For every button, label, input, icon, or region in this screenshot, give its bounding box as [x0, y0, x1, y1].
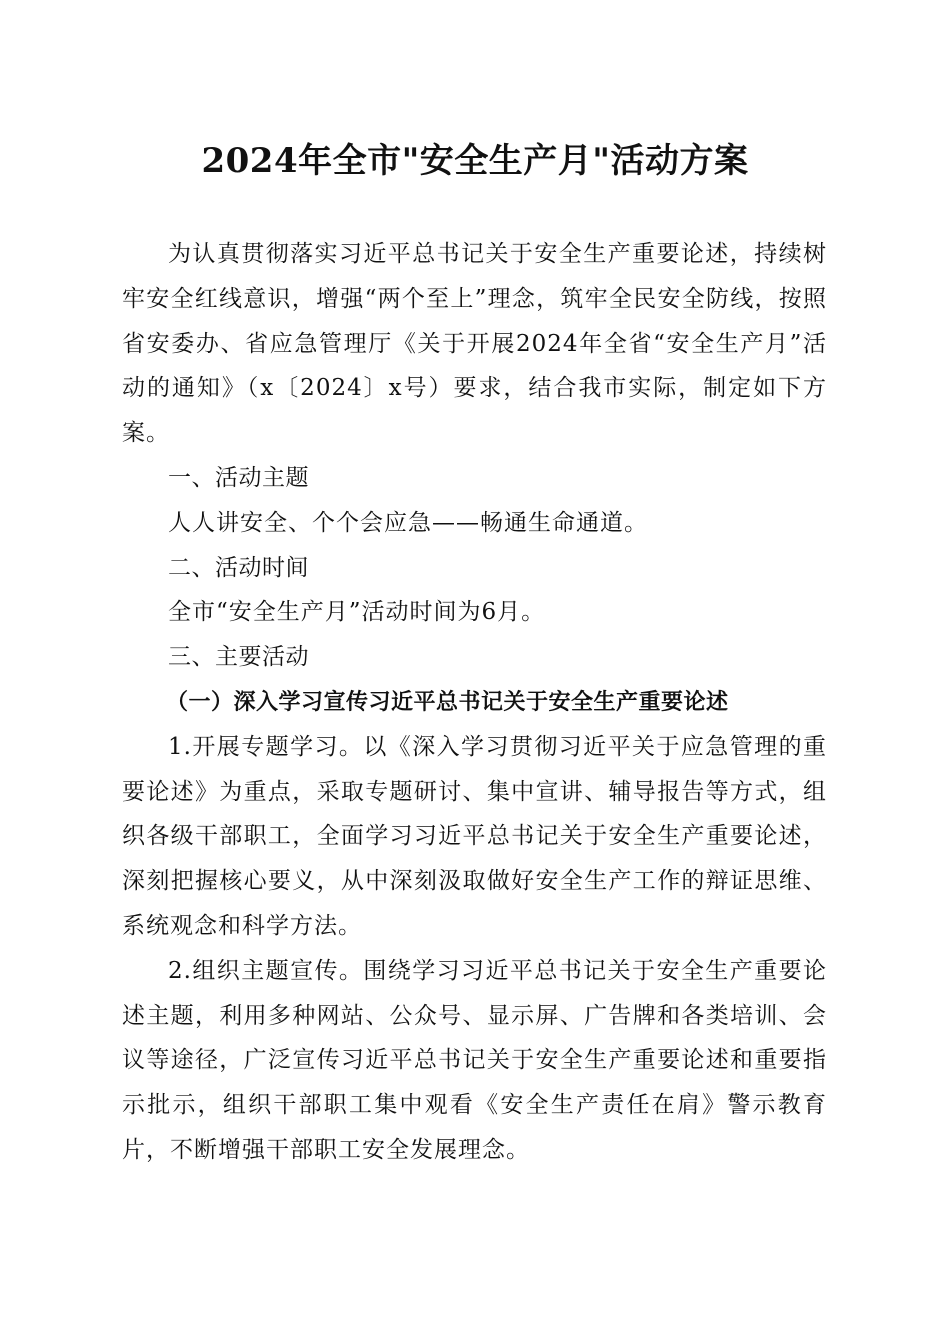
intro-paragraph: 为认真贯彻落实习近平总书记关于安全生产重要论述，持续树牢安全红线意识，增强“两个至上”理念，筑牢全民安全防线，按照省安委办、省应急管理厅《关于开展2024年全省“安全生产月”活动的通知》（x〔2024〕x号）要求，结合我市实际，制定如下方案。 [122, 241, 827, 447]
document-body [122, 232, 827, 1173]
section-text-time: 全市“安全生产月”活动时间为6月。 [168, 599, 546, 626]
section-heading-theme: 一、活动主题 [168, 464, 309, 491]
section-heading-time: 二、活动时间 [168, 554, 309, 581]
section-heading-activities: 三、主要活动 [168, 644, 309, 671]
activity-item-1: 1.开展专题学习。以《深入学习贯彻习近平关于应急管理的重要论述》为重点，采取专题研讨、集中宣讲、辅导报告等方式，组织各级干部职工，全面学习习近平总书记关于安全生产重要论述，深刻把握核心要义，从中深刻汲取做好安全生产工作的辩证思维、系统观念和科学方法。 [122, 733, 827, 939]
subsection-heading-study: （一）深入学习宣传习近平总书记关于安全生产重要论述 [166, 688, 729, 715]
document-title: 2024年全市"安全生产月"活动方案 [201, 141, 749, 181]
section-text-theme: 人人讲安全、个个会应急——畅通生命通道。 [168, 509, 648, 536]
activity-item-2: 2.组织主题宣传。围绕学习习近平总书记关于安全生产重要论述主题，利用多种网站、公众号、显示屏、广告牌和各类培训、会议等途径，广泛宣传习近平总书记关于安全生产重要论述和重要指示批示，组织干部职工集中观看《安全生产责任在肩》警示教育片，不断增强干部职工安全发展理念。 [122, 957, 827, 1163]
